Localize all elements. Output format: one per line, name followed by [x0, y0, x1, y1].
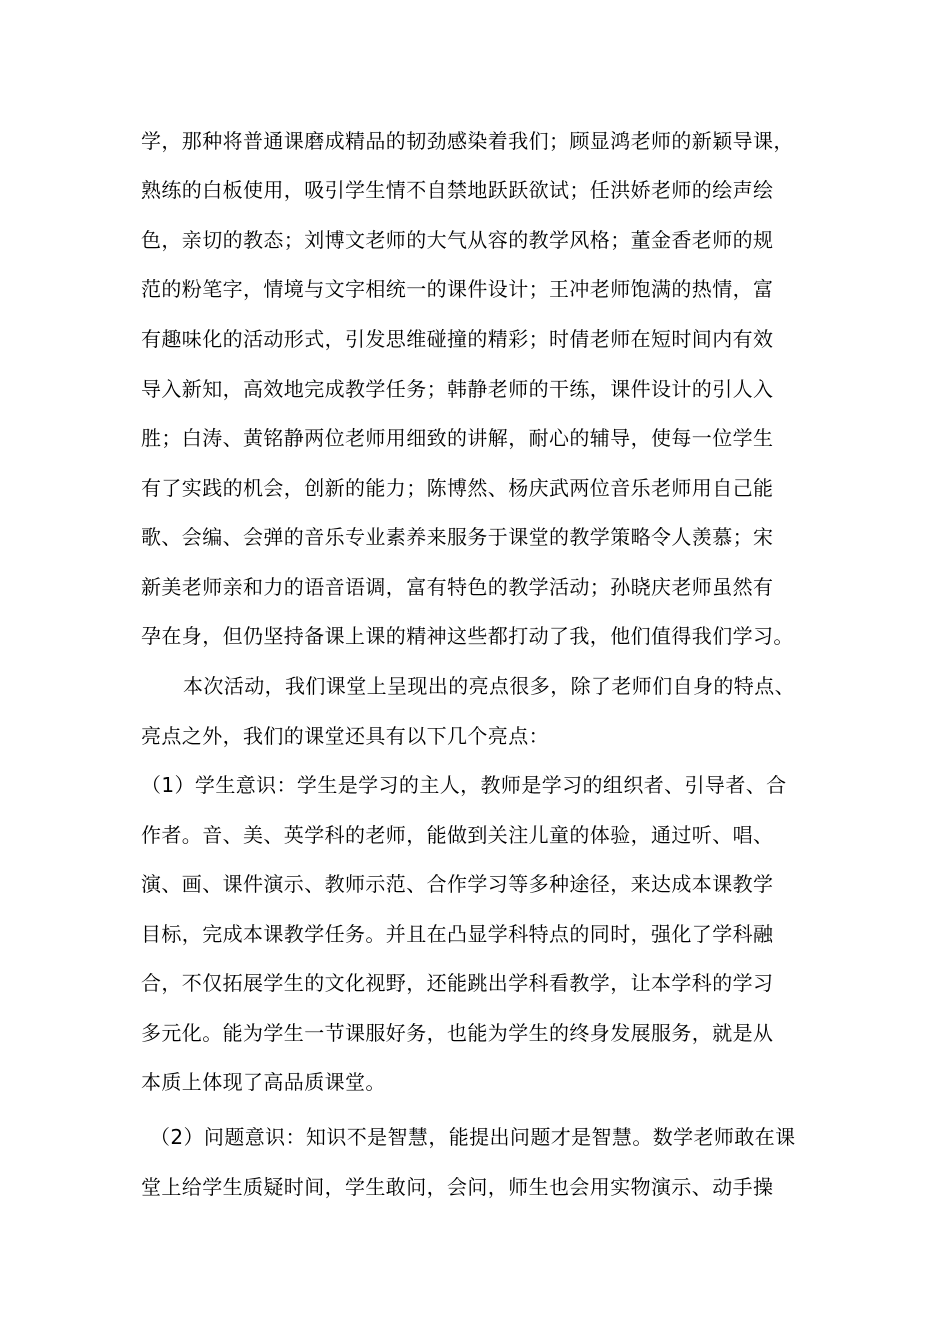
text-line: 目标，完成本课教学任务。并且在凸显学科特点的同时，强化了学科融	[141, 922, 774, 946]
list-item-heading: （2）问题意识：知识不是智慧，能提出问题才是智慧。数学老师敢在课	[150, 1125, 796, 1149]
text-line: 有了实践的机会，创新的能力；陈博然、杨庆武两位音乐老师用自己能	[141, 476, 774, 500]
text-line: 范的粉笔字，情境与文字相统一的课件设计；王冲老师饱满的热情，富	[141, 277, 774, 301]
paragraph-first-line: 本次活动，我们课堂上呈现出的亮点很多，除了老师们自身的特点、	[183, 674, 795, 698]
text-line: 歌、会编、会弹的音乐专业素养来服务于课堂的教学策略令人羡慕；宋	[141, 525, 774, 549]
text-line: 导入新知，高效地完成教学任务；韩静老师的干练，课件设计的引人入	[141, 377, 774, 401]
text-line: 本质上体现了高品质课堂。	[141, 1070, 386, 1094]
text-line: 新美老师亲和力的语音语调，富有特色的教学活动；孙晓庆老师虽然有	[141, 575, 774, 599]
text-line: 有趣味化的活动形式，引发思维碰撞的精彩；时倩老师在短时间内有效	[141, 327, 774, 351]
text-line: 亮点之外，我们的课堂还具有以下几个亮点：	[141, 724, 549, 748]
text-line: 色，亲切的教态；刘博文老师的大气从容的教学风格；董金香老师的规	[141, 228, 774, 252]
text-line: 多元化。能为学生一节课服好务，也能为学生的终身发展服务，就是从	[141, 1021, 774, 1045]
text-line: 孕在身，但仍坚持备课上课的精神这些都打动了我，他们值得我们学习。	[141, 624, 794, 648]
text-line: 作者。音、美、英学科的老师，能做到关注儿童的体验，通过听、唱、	[141, 823, 774, 847]
text-line: 胜；白涛、黄铭静两位老师用细致的讲解，耐心的辅导，使每一位学生	[141, 426, 774, 450]
text-line: 熟练的白板使用，吸引学生情不自禁地跃跃欲试；任洪娇老师的绘声绘	[141, 178, 774, 202]
text-line: 堂上给学生质疑时间，学生敢问，会问，师生也会用实物演示、动手操	[141, 1175, 774, 1199]
text-line: 学，那种将普通课磨成精品的韧劲感染着我们；顾显鸿老师的新颖导课，	[141, 129, 794, 153]
list-item-heading: （1）学生意识：学生是学习的主人，教师是学习的组织者、引导者、合	[141, 773, 787, 797]
text-line: 演、画、课件演示、教师示范、合作学习等多种途径，来达成本课教学	[141, 872, 774, 896]
text-line: 合，不仅拓展学生的文化视野，还能跳出学科看教学，让本学科的学习	[141, 971, 774, 995]
